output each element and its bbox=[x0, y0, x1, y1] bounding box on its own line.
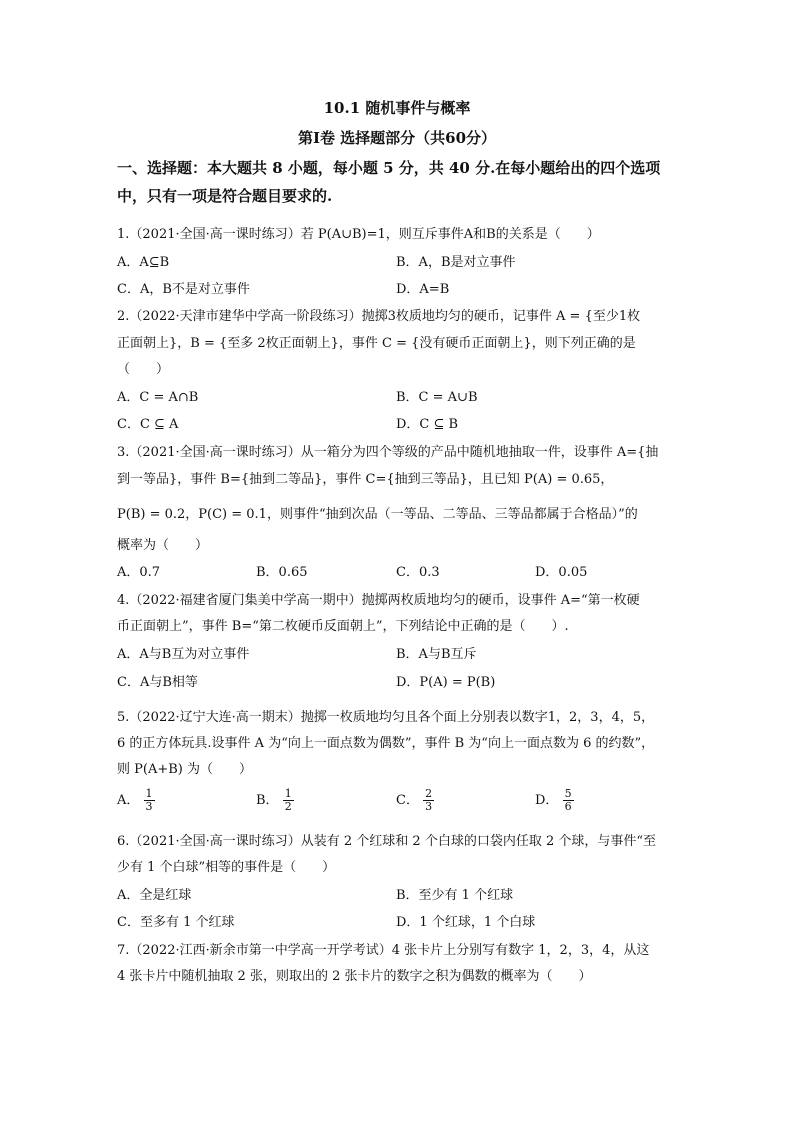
question-2-option-b: B．C = A∪B bbox=[396, 390, 478, 405]
denominator: 2 bbox=[284, 800, 292, 813]
question-5-stem-line-2: 6 的正方体玩具.设事件 A 为“向上一面点数为偶数”，事件 B 为“向上一面点数为 6 的约数”， bbox=[117, 736, 655, 751]
option-label: C． bbox=[396, 793, 419, 808]
section-instruction-line-2: 中，只有一项是符合题目要求的. bbox=[117, 187, 333, 205]
question-4-option-c: C．A与B相等 bbox=[117, 675, 198, 690]
question-4-option-a: A．A与B互为对立事件 bbox=[117, 647, 250, 662]
question-6-stem-line-1: 6.（2021·全国·高一课时练习）从装有 2 个红球和 2 个白球的口袋内任取 2 个球，与事件“至 bbox=[117, 834, 657, 849]
question-5-option-a bbox=[117, 788, 155, 813]
question-6-stem-line-2: 少有 1 个白球”相等的事件是（ ） bbox=[117, 860, 336, 875]
denominator: 3 bbox=[145, 800, 153, 813]
question-1-option-b: B．A，B是对立事件 bbox=[396, 255, 516, 270]
question-6-option-b: B．至少有 1 个红球 bbox=[396, 888, 514, 903]
question-6-option-d: D．1 个红球，1 个白球 bbox=[396, 915, 536, 930]
question-3-stem-line-2: 到一等品}，事件 B={抽到二等品}，事件 C={抽到三等品}，且已知 P(A) = 0.65， bbox=[117, 472, 614, 487]
question-4-stem-line-1: 4.（2022·福建省厦门集美中学高一期中）抛掷两枚质地均匀的硬币，设事件 A=“第一枚硬 bbox=[117, 593, 640, 608]
question-7-stem-line-2: 4 张卡片中随机抽取 2 张，则取出的 2 张卡片的数字之积为偶数的概率为（ ） bbox=[117, 969, 592, 984]
question-5-option-b bbox=[256, 788, 294, 813]
numerator: 2 bbox=[425, 787, 433, 800]
fraction bbox=[423, 788, 434, 813]
question-3-option-a: A．0.7 bbox=[117, 565, 161, 580]
question-3-stem-line-3: P(B) = 0.2，P(C) = 0.1，则事件“抽到次品（一等品、二等品、三等品都属于合格品）”的 bbox=[117, 507, 638, 522]
section-subtitle: 第Ⅰ卷 选择题部分（共60分） bbox=[297, 129, 497, 147]
question-1-stem: 1.（2021·全国·高一课时练习）若 P(A∪B)=1，则互斥事件A和B的关系是（ ） bbox=[117, 227, 600, 242]
question-2-option-d: D．C ⊆ B bbox=[396, 417, 459, 432]
question-4-stem-line-2: 币正面朝上”，事件 B=“第二枚硬币反面朝上”，下列结论中正确的是（ ）. bbox=[117, 619, 569, 634]
question-2-stem-line-1: 2.（2022·天津市建华中学高一阶段练习）抛掷3枚质地均匀的硬币，记事件 A = {至少1枚 bbox=[117, 309, 641, 324]
denominator: 6 bbox=[564, 800, 572, 813]
question-3-option-b: B．0.65 bbox=[256, 565, 308, 580]
question-5-option-c bbox=[396, 788, 434, 813]
question-5-stem-line-1: 5.（2022·辽宁大连·高一期末）抛掷一枚质地均匀且各个面上分别表以数字1，2，3，4，5， bbox=[117, 710, 655, 725]
numerator: 5 bbox=[564, 787, 572, 800]
question-3-option-d: D．0.05 bbox=[535, 565, 588, 580]
question-3-stem-line-4: 概率为（ ） bbox=[117, 538, 209, 553]
question-6-option-a: A．全是红球 bbox=[117, 888, 192, 903]
page-title: 10.1 随机事件与概率 bbox=[323, 99, 471, 117]
numerator: 1 bbox=[145, 787, 153, 800]
section-instruction-line-1: 一、选择题：本大题共 8 小题，每小题 5 分，共 40 分.在每小题给出的四个选项 bbox=[117, 159, 661, 177]
question-1-option-a: A．A⊆B bbox=[117, 255, 170, 270]
question-1-option-d: D．A=B bbox=[396, 282, 450, 297]
question-3-stem-line-1: 3.（2021·全国·高一课时练习）从一箱分为四个等级的产品中随机地抽取一件，设事件 A={抽 bbox=[117, 445, 659, 460]
question-2-option-a: A．C = A∩B bbox=[117, 390, 199, 405]
question-2-stem-line-2: 正面朝上}，B = {至多 2枚正面朝上}，事件 C = {没有硬币正面朝上}，则下列正确的是 bbox=[117, 336, 636, 351]
question-5-stem-line-3: 则 P(A+B) 为（ ） bbox=[117, 762, 252, 777]
question-1-option-c: C．A，B不是对立事件 bbox=[117, 282, 250, 297]
question-4-option-b: B．A与B互斥 bbox=[396, 647, 477, 662]
fraction bbox=[144, 788, 155, 813]
option-label: D． bbox=[535, 793, 559, 808]
question-4-option-d: D．P(A) = P(B) bbox=[396, 675, 496, 690]
denominator: 3 bbox=[425, 800, 433, 813]
question-5-option-d bbox=[535, 788, 574, 813]
question-2-stem-line-3: （ ） bbox=[117, 362, 170, 377]
option-label: A． bbox=[117, 793, 140, 808]
question-6-option-c: C．至多有 1 个红球 bbox=[117, 915, 235, 930]
question-2-option-c: C．C ⊆ A bbox=[117, 417, 179, 432]
fraction bbox=[563, 788, 574, 813]
option-label: B． bbox=[256, 793, 279, 808]
fraction bbox=[283, 788, 294, 813]
numerator: 1 bbox=[284, 787, 292, 800]
question-7-stem-line-1: 7.（2022·江西·新余市第一中学高一开学考试）4 张卡片上分别写有数字 1，2，3，4，从这 bbox=[117, 943, 650, 958]
question-3-option-c: C．0.3 bbox=[396, 565, 440, 580]
